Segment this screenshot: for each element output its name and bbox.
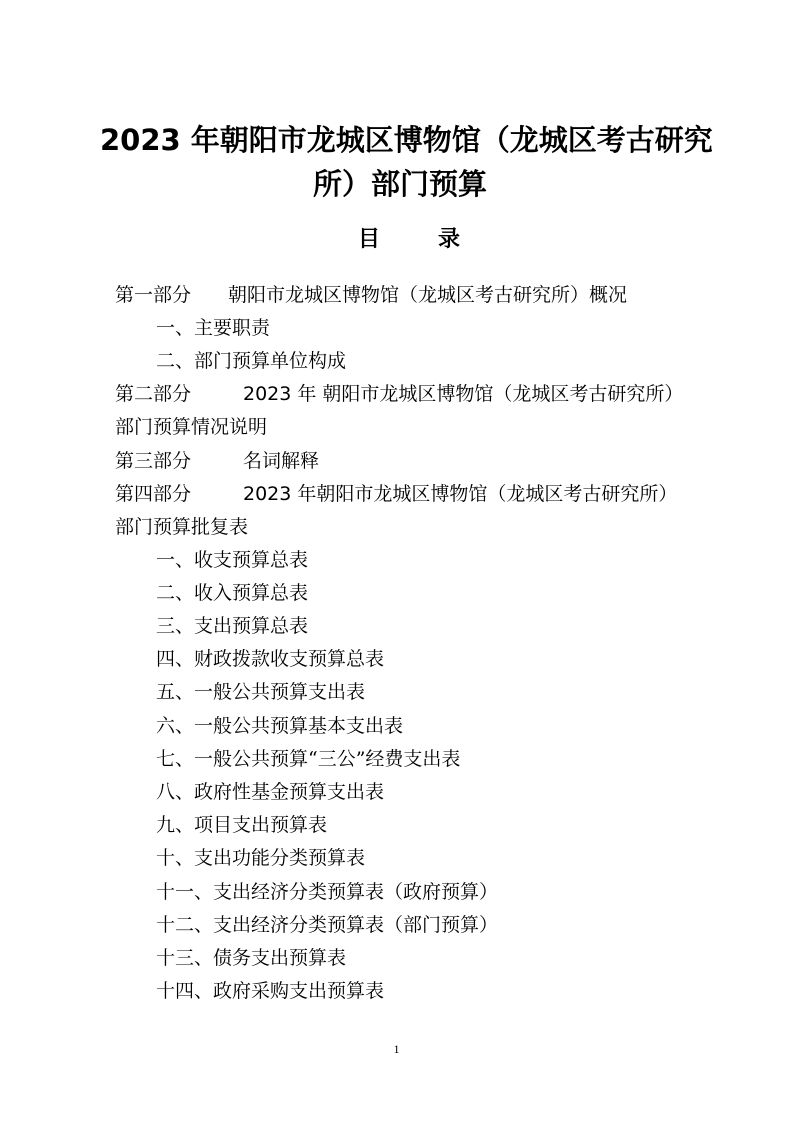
part-label: 第一部分 (115, 284, 192, 306)
part-label: 第四部分 (115, 483, 192, 505)
toc-item-part4-14[interactable]: 十四、政府采购支出预算表 (156, 980, 385, 1002)
part-title: 2023 年朝阳市龙城区博物馆（龙城区考古研究所） (243, 483, 678, 505)
toc-item-part4-11[interactable]: 十一、支出经济分类预算表（政府预算） (156, 881, 499, 903)
title-line-2: 所）部门预算 (312, 167, 487, 201)
toc-item-part1-1[interactable]: 一、主要职责 (156, 317, 271, 339)
part-title: 朝阳市龙城区博物馆（龙城区考古研究所）概况 (228, 284, 628, 306)
part-title: 2023 年 朝阳市龙城区博物馆（龙城区考古研究所） (243, 383, 684, 405)
toc-item-part4-4[interactable]: 四、财政拨款收支预算总表 (156, 648, 385, 670)
toc-item-part4-1[interactable]: 一、收支预算总表 (156, 549, 309, 571)
toc-item-part4-5[interactable]: 五、一般公共预算支出表 (156, 681, 366, 703)
toc-part-2-continuation[interactable]: 部门预算情况说明 (115, 416, 268, 438)
toc-item-part4-3[interactable]: 三、支出预算总表 (156, 615, 309, 637)
part-label: 第三部分 (115, 450, 192, 472)
toc-part-3[interactable] (115, 449, 319, 473)
toc-item-part4-10[interactable]: 十、支出功能分类预算表 (156, 847, 366, 869)
toc-part-4[interactable] (115, 482, 677, 506)
toc-item-part1-2[interactable]: 二、部门预算单位构成 (156, 350, 347, 372)
toc-part-2[interactable] (115, 382, 683, 406)
part-label: 第二部分 (115, 383, 192, 405)
toc-item-part4-13[interactable]: 十三、债务支出预算表 (156, 947, 347, 969)
toc-item-part4-9[interactable]: 九、项目支出预算表 (156, 814, 328, 836)
title-line-1: 2023 年朝阳市龙城区博物馆（龙城区考古研究 (100, 123, 713, 157)
toc-item-part4-6[interactable]: 六、一般公共预算基本支出表 (156, 715, 404, 737)
page-number: 1 (393, 1042, 400, 1056)
toc-item-part4-12[interactable]: 十二、支出经济分类预算表（部门预算） (156, 914, 499, 936)
toc-heading: 目录 (358, 227, 519, 252)
toc-part-4-continuation[interactable]: 部门预算批复表 (115, 516, 249, 538)
part-title: 名词解释 (243, 450, 320, 472)
toc-item-part4-2[interactable]: 二、收入预算总表 (156, 582, 309, 604)
toc-part-1[interactable] (115, 283, 627, 307)
toc-item-part4-8[interactable]: 八、政府性基金预算支出表 (156, 781, 385, 803)
toc-item-part4-7[interactable]: 七、一般公共预算“三公”经费支出表 (156, 748, 461, 770)
